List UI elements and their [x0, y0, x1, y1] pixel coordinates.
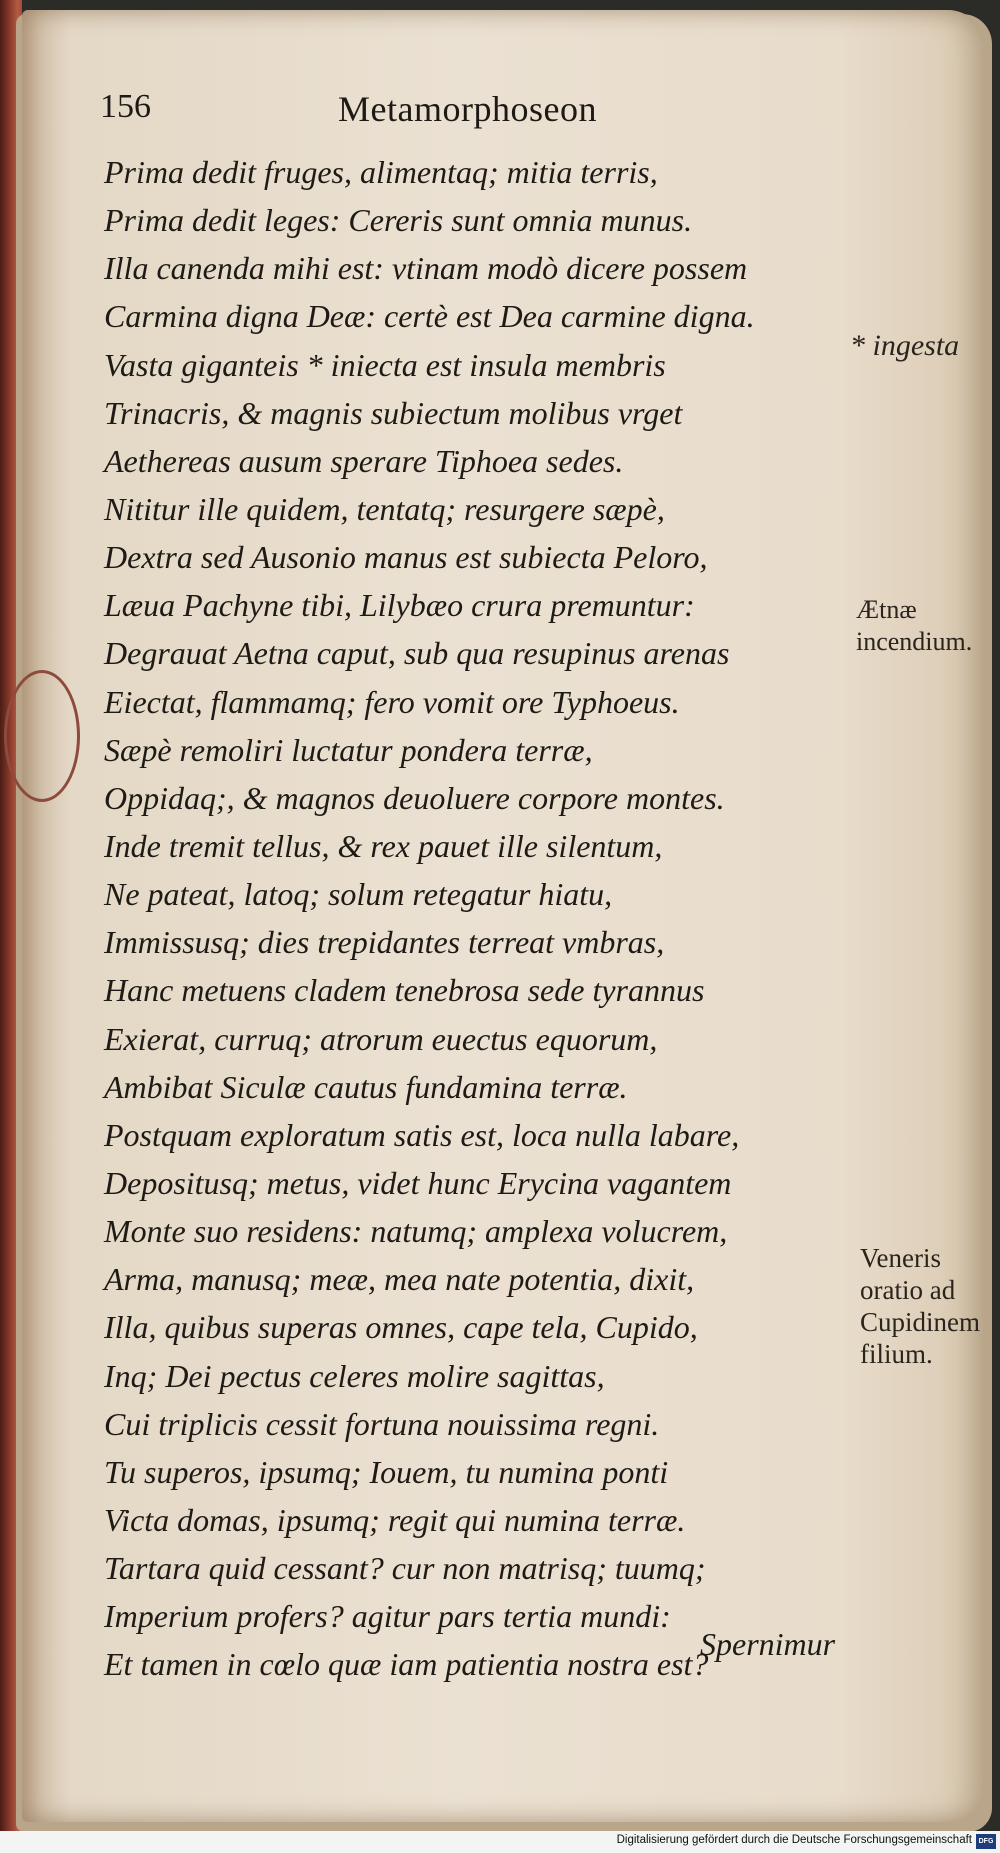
funding-credit: Digitalisierung gefördert durch die Deutsche Forschungsgemeinschaft — [616, 1834, 972, 1846]
verse-line: Ambibat Siculæ cautus fundamina terræ. — [104, 1068, 628, 1105]
verse-line: Cui triplicis cessit fortuna nouissima regni. — [104, 1405, 660, 1442]
margin-note-ingesta: * ingesta — [850, 329, 960, 362]
verse-line: Eiectat, flammamq; fero vomit ore Typhoeus. — [104, 683, 680, 720]
verse-line: Nititur ille quidem, tentatq; resurgere sæpè, — [104, 490, 665, 527]
verse-line: Immissusq; dies trepidantes terreat vmbras, — [104, 924, 665, 961]
verse-line: Illa canenda mihi est: vtinam modò dicere possem — [104, 250, 748, 287]
page-header — [100, 88, 700, 136]
verse-line: Postquam exploratum satis est, loca nulla labare, — [104, 1116, 740, 1153]
verse-line: Monte suo residens: natumq; amplexa volucrem, — [104, 1213, 728, 1250]
verse-line: Illa, quibus superas omnes, cape tela, Cupido, — [104, 1309, 698, 1346]
catchword: Spernimur — [700, 1626, 836, 1662]
verse-line: Exierat, curruq; atrorum euectus equorum, — [104, 1020, 658, 1057]
verse-line: Tu superos, ipsumq; Iouem, tu numina ponti — [104, 1453, 669, 1490]
verse-line: Trinacris, & magnis subiectum molibus vrget — [104, 394, 683, 431]
clasp-ring — [4, 670, 80, 802]
verse-line: Læua Pachyne tibi, Lilybæo crura premuntur: — [104, 587, 695, 624]
verse-line: Inde tremit tellus, & rex pauet ille silentum, — [104, 827, 663, 864]
verse-line: Hanc metuens cladem tenebrosa sede tyrannus — [104, 972, 705, 1009]
verse-line: Et tamen in cœlo quæ iam patientia nostra est? — [104, 1646, 709, 1683]
verse-line: Victa domas, ipsumq; regit qui numina terræ. — [104, 1501, 686, 1538]
verse-line: Vasta giganteis * iniecta est insula membris — [104, 346, 666, 383]
verse-line: Dextra sed Ausonio manus est subiecta Peloro, — [104, 539, 708, 576]
verse-line: Ne pateat, latoq; solum retegatur hiatu, — [104, 876, 613, 913]
verse-line: Oppidaq;, & magnos deuoluere corpore montes. — [104, 779, 725, 816]
verse-line: Tartara quid cessant? cur non matrisq; tuumq; — [104, 1550, 706, 1587]
verse-line: Degrauat Aetna caput, sub qua resupinus arenas — [104, 635, 730, 672]
verse-line: Prima dedit fruges, alimentaq; mitia terris, — [104, 154, 658, 190]
digitization-footer — [0, 1831, 1000, 1853]
verse-line: Aethereas ausum sperare Tiphoea sedes. — [104, 442, 624, 479]
margin-note-veneris: Veneris oratio ad Cupidinem filium. — [860, 1243, 980, 1369]
verse-line: Inq; Dei pectus celeres molire sagittas, — [104, 1357, 605, 1394]
margin-note-aetnae: Ætnæ incendium. — [856, 595, 973, 656]
verse-line: Prima dedit leges: Cereris sunt omnia munus. — [104, 202, 693, 239]
verse-line: Sæpè remoliri luctatur pondera terræ, — [104, 731, 593, 768]
verse-line: Carmina digna Deæ: certè est Dea carmine digna. — [104, 298, 755, 335]
verse-line: Arma, manusq; meæ, mea nate potentia, dixit, — [104, 1261, 695, 1298]
verse-line: Depositusq; metus, videt hunc Erycina vagantem — [104, 1164, 732, 1201]
verse-block — [104, 148, 804, 1689]
page-number: 156 — [100, 88, 151, 125]
verse-line: Imperium profers? agitur pars tertia mundi: — [104, 1598, 671, 1635]
running-title: Metamorphoseon — [338, 89, 597, 129]
dfg-logo: DFG — [976, 1834, 996, 1849]
